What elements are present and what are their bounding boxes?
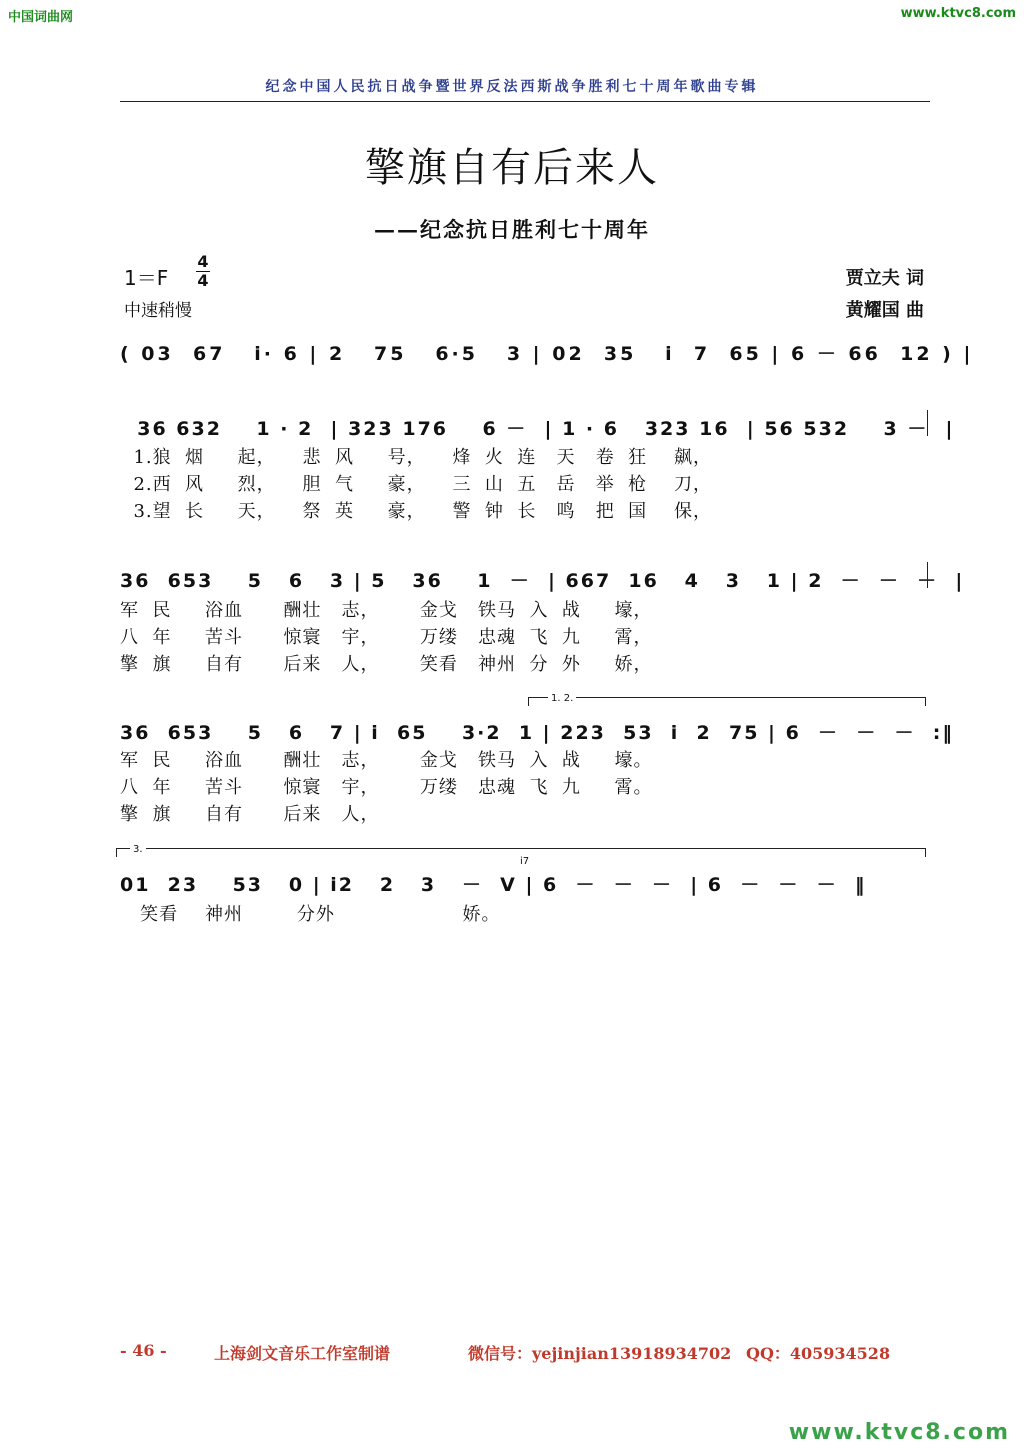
score-line-2-notes: 36 632 1 · 2 | 323 176 6 － | 1 · 6 323 16 | 56 532 3 － | (120, 418, 955, 440)
lyrics-line-4-verse-1: 军 民 浴血 酬壮 志， 金戈 铁马 入 战 壕。 (120, 750, 653, 771)
album-heading: 纪念中国人民抗日战争暨世界反法西斯战争胜利七十周年歌曲专辑 (265, 79, 759, 95)
studio-credit: 上海剑文音乐工作室制谱 (214, 1344, 391, 1363)
lyrics-line-2-verse-1: 1.狼 烟 起， 悲 风 号， 烽 火 连 天 卷 狂 飙， (120, 447, 713, 468)
song-subtitle: ——纪念抗日胜利七十周年 (374, 217, 650, 242)
time-signature-top: 4 (197, 252, 209, 271)
lyrics-line-4-verse-3: 擎 旗 自有 后来 人， (120, 804, 380, 825)
lyrics-line-2-verse-2: 2.西 风 烈， 胆 气 豪， 三 山 五 岳 举 枪 刀， (120, 474, 713, 495)
volta-bracket-1-2 (528, 697, 926, 706)
barline (927, 410, 928, 436)
lyrics-line-4-verse-2: 八 年 苦斗 惊寰 宇， 万缕 忠魂 飞 九 霄。 (120, 777, 653, 798)
grace-notes: i7 (520, 856, 530, 867)
volta-label-1-2: 1. 2. (548, 693, 576, 704)
key-signature: 1＝F (124, 266, 169, 290)
volta-label-3: 3. (130, 844, 146, 855)
watermark-logo: www.ktvc8.com (788, 1420, 1010, 1445)
lyrics-line-3-verse-3: 擎 旗 自有 后来 人， 笑看 神州 分 外 娇， (120, 654, 653, 675)
qq-contact: QQ：405934528 (746, 1344, 891, 1363)
composer-credit: 黄耀国 曲 (845, 300, 924, 321)
page-number: - 46 - (120, 1341, 167, 1360)
site-url-right: www.ktvc8.com (900, 6, 1016, 21)
song-title: 擎旗自有后来人 (365, 145, 659, 191)
time-signature-bottom: 4 (197, 271, 209, 290)
score-line-1-notes: ( 03 67 i· 6 | 2 75 6·5 3 | 02 35 i 7 65 | 6 － 66 12 ) | (120, 343, 974, 365)
score-line-3-notes: 36 653 5 6 3 | 5 36 1 － | 667 16 4 3 1 | 2 － － － | (120, 570, 965, 592)
barline (927, 562, 928, 588)
tempo-marking: 中速稍慢 (124, 301, 192, 321)
header-rule (120, 101, 930, 102)
lyrics-line-5: 笑看 神州 分外 娇。 (120, 904, 501, 925)
site-name-left: 中国词曲网 (8, 10, 74, 25)
lyrics-line-2-verse-3: 3.望 长 天， 祭 英 豪， 警 钟 长 鸣 把 国 保， (120, 501, 713, 522)
lyrics-line-3-verse-2: 八 年 苦斗 惊寰 宇， 万缕 忠魂 飞 九 霄， (120, 627, 653, 648)
wechat-contact: 微信号：yejinjian13918934702 (468, 1344, 732, 1363)
lyrics-line-3-verse-1: 军 民 浴血 酬壮 志， 金戈 铁马 入 战 壕， (120, 600, 653, 621)
time-signature (196, 254, 210, 289)
score-line-5-notes: 01 23 53 0 | i2 2 3 － V | 6 － － － | 6 － － － ‖ (120, 874, 867, 896)
score-line-4-notes: 36 653 5 6 7 | i 65 3·2 1 | 223 53 i 2 75 | 6 － － － :‖ (120, 722, 954, 744)
lyricist-credit: 贾立夫 词 (845, 268, 924, 289)
